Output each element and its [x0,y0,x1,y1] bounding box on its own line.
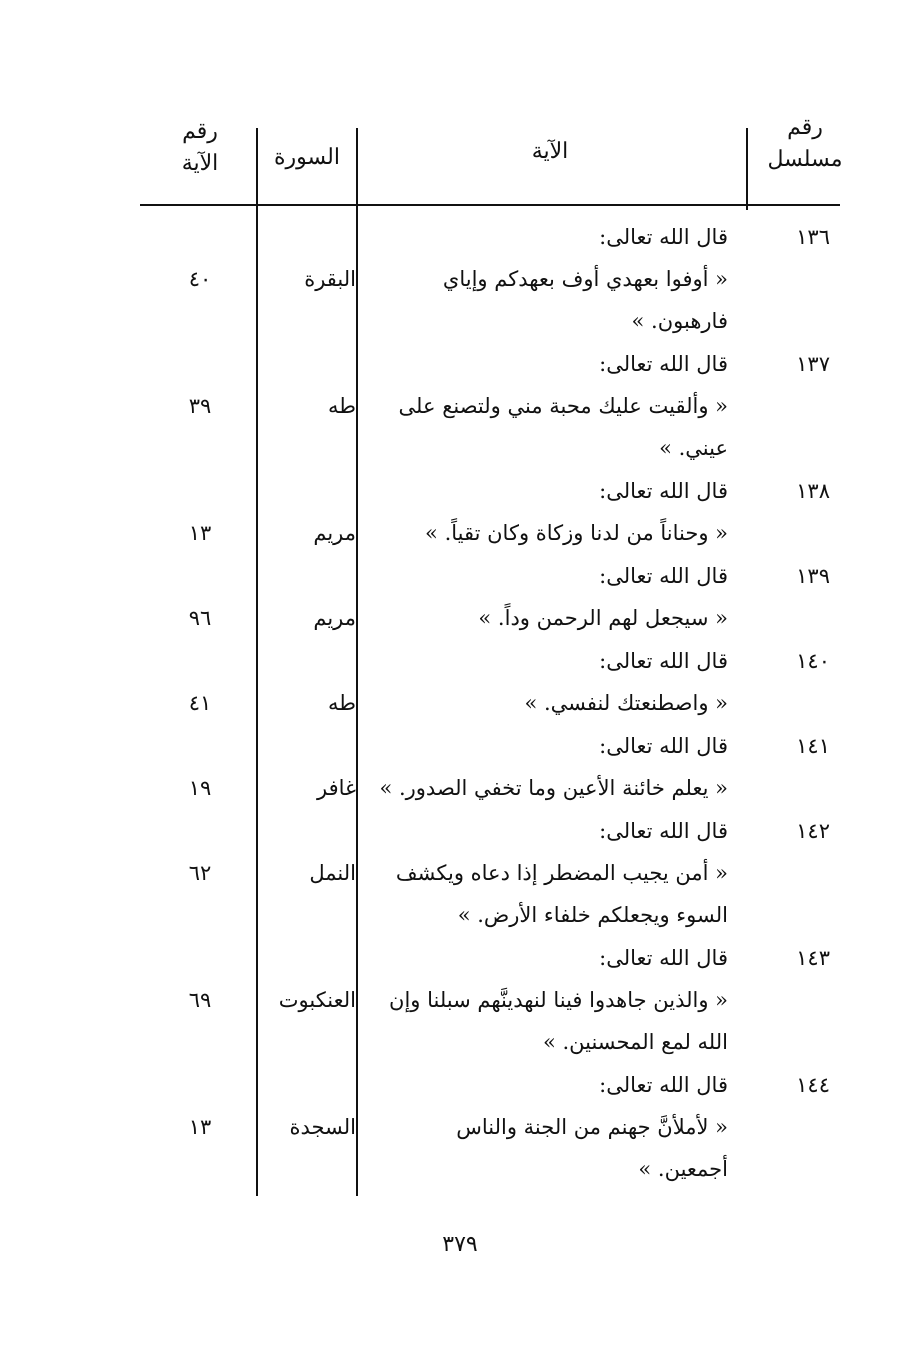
serial-number: ١٤٢ [796,819,830,843]
serial-number: ١٣٨ [796,479,830,503]
verse-intro: قال الله تعالى: [599,352,728,376]
ayah-number: ١٣ [188,1115,212,1139]
verse-text-line: « والذين جاهدوا فينا لنهدينَّهم سبلنا وإن [389,988,728,1012]
verse-text-line: عيني. » [659,436,728,460]
header-underline [140,204,840,206]
verse-text-line: الله لمع المحسنين. » [542,1030,728,1054]
header-serial [760,112,850,176]
verse-intro: قال الله تعالى: [599,225,728,249]
verse-intro: قال الله تعالى: [599,734,728,758]
verse-text-line: فارهبون. » [631,309,728,333]
verse-text-line: « سيجعل لهم الرحمن وداً. » [478,606,728,630]
ayah-number: ٣٩ [188,394,212,418]
ayah-number: ٦٩ [188,988,212,1012]
surah-name: مريم [313,521,356,545]
verse-intro: قال الله تعالى: [599,649,728,673]
verse-text-line: « أمن يجيب المضطر إذا دعاه ويكشف [395,861,728,885]
page-number: ٣٧٩ [442,1232,478,1257]
ayah-number: ٦٢ [188,861,212,885]
serial-number: ١٤٤ [796,1073,830,1097]
serial-number: ١٣٦ [796,225,830,249]
serial-number: ١٤٣ [796,946,830,970]
verse-intro: قال الله تعالى: [599,946,728,970]
header-ayah-line2: الآية [181,151,219,176]
header-serial-line2: مسلسل [767,147,843,172]
verse-text-line: « يعلم خائنة الأعين وما تخفي الصدور. » [379,776,728,800]
verse-text-line: « واصطنعتك لنفسي. » [524,691,728,715]
surah-name: طه [328,691,356,715]
verse-text-line: أجمعين. » [638,1157,728,1181]
verse-intro: قال الله تعالى: [599,819,728,843]
ayah-number: ٤٠ [188,267,212,291]
header-serial-line1: رقم [787,115,823,140]
ayah-number: ١٩ [188,776,212,800]
surah-name: العنكبوت [278,988,356,1012]
surah-name: غافر [316,776,356,800]
verse-text-line: « لأملأنَّ جهنم من الجنة والناس [456,1115,728,1139]
serial-number: ١٤٠ [796,649,830,673]
verse-text-line: السوء ويجعلكم خلفاء الأرض. » [457,903,728,927]
header-surah: السورة [274,145,340,170]
verse-intro: قال الله تعالى: [599,479,728,503]
column-rule-verse [356,128,358,1196]
serial-number: ١٣٧ [796,352,830,376]
column-rule-right [746,128,748,210]
header-verse: الآية [531,139,569,164]
ayah-number: ٤١ [188,691,212,715]
surah-name: النمل [309,861,356,885]
surah-name: طه [328,394,356,418]
ayah-number: ٩٦ [188,606,212,630]
surah-name: السجدة [289,1115,356,1139]
surah-name: البقرة [304,267,356,291]
verse-intro: قال الله تعالى: [599,564,728,588]
verse-text-line: « وألقيت عليك محبة مني ولتصنع على [398,394,728,418]
serial-number: ١٣٩ [796,564,830,588]
serial-number: ١٤١ [796,734,830,758]
column-rule-surah [256,128,258,1196]
header-ayah-line1: رقم [182,119,218,144]
verse-text-line: « أوفوا بعهدي أوف بعهدكم وإياي [442,267,728,291]
header-ayah-number [150,116,250,180]
surah-name: مريم [313,606,356,630]
verse-intro: قال الله تعالى: [599,1073,728,1097]
verse-text-line: « وحناناً من لدنا وزكاة وكان تقياً. » [425,521,728,545]
ayah-number: ١٣ [188,521,212,545]
